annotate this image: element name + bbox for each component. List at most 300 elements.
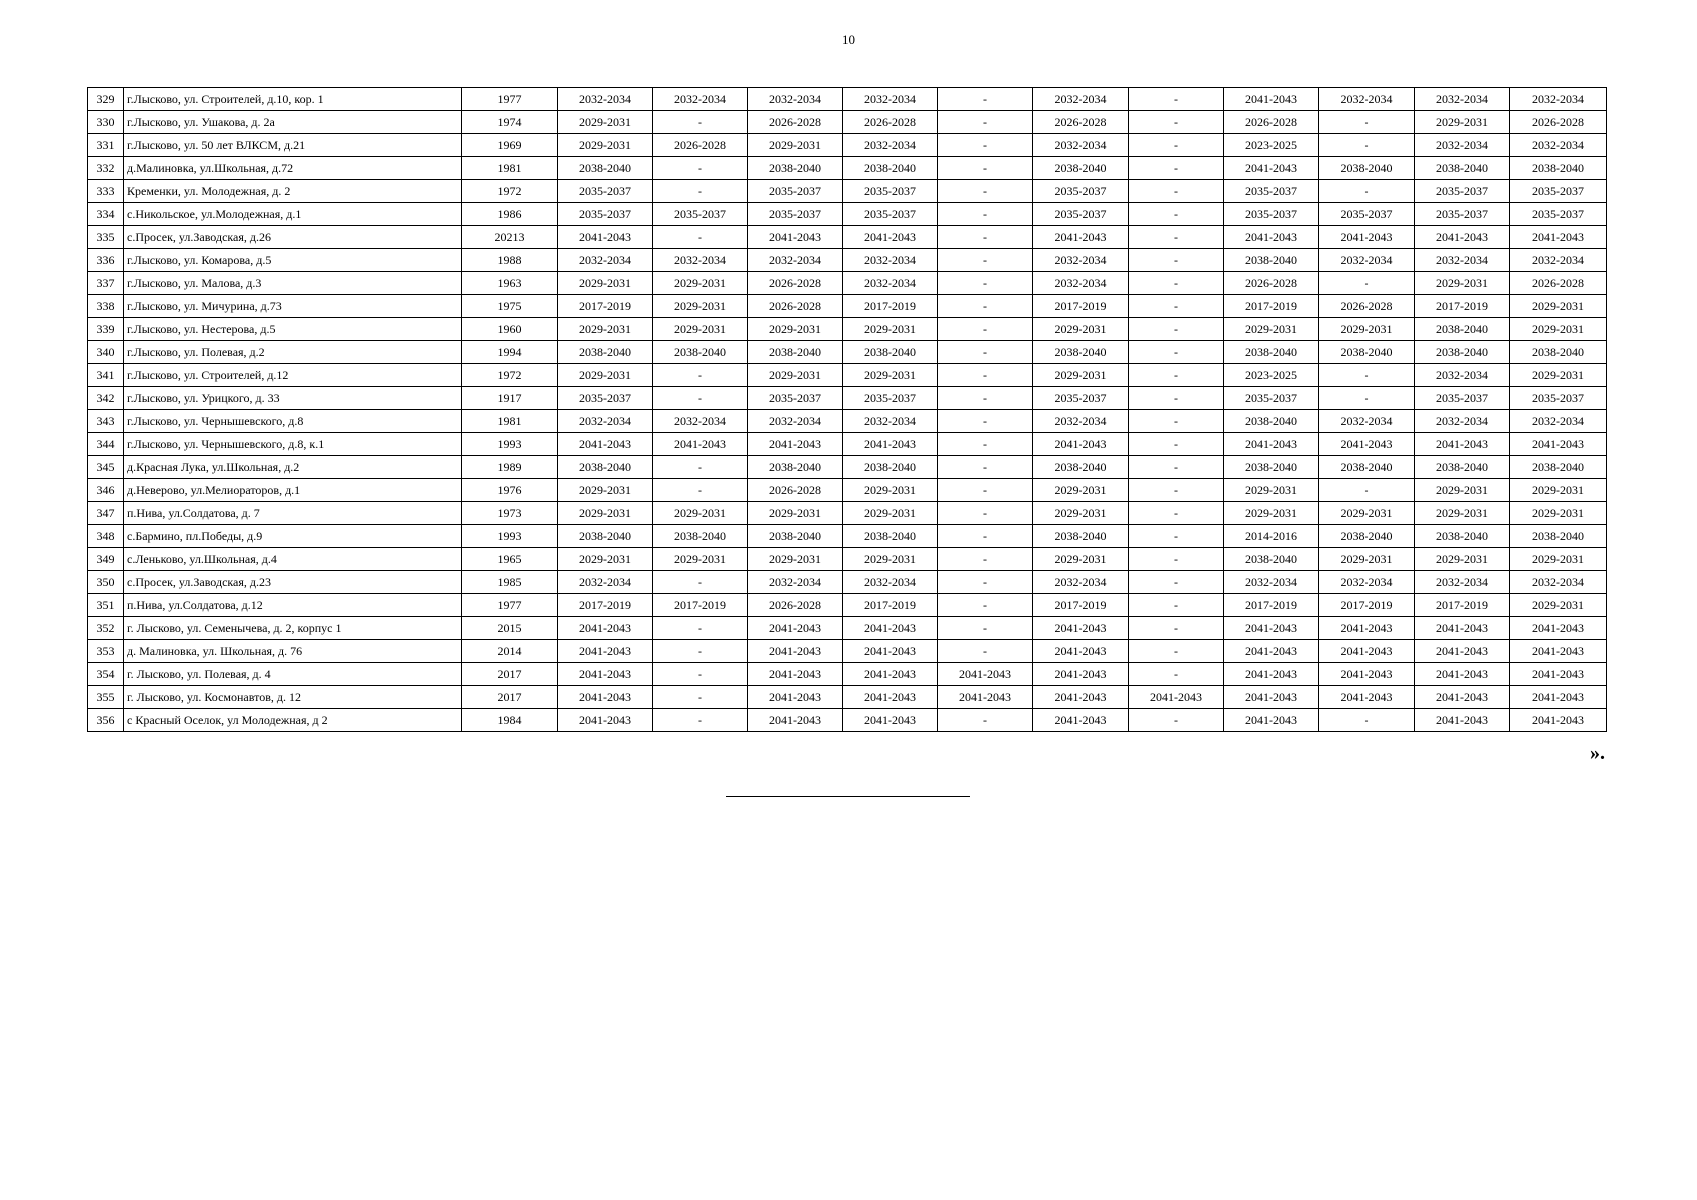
period-cell: 2035-2037 [1224,180,1319,203]
table-row [88,203,1607,226]
period-cell: 2029-2031 [1415,548,1510,571]
period-cell: - [1129,663,1224,686]
period-cell: - [1129,479,1224,502]
period-cell: 2026-2028 [1510,111,1607,134]
row-number-cell: 337 [88,272,124,295]
period-cell: 2041-2043 [558,617,653,640]
period-cell: 2038-2040 [843,341,938,364]
row-number-cell: 354 [88,663,124,686]
year-cell: 1981 [462,410,558,433]
row-number-cell: 347 [88,502,124,525]
row-number-cell: 335 [88,226,124,249]
address-cell: г. Лысково, ул. Космонавтов, д. 12 [124,686,462,709]
period-cell: 2026-2028 [653,134,748,157]
table-row [88,410,1607,433]
period-cell: 2038-2040 [558,341,653,364]
period-cell: 2041-2043 [558,709,653,732]
row-number-cell: 333 [88,180,124,203]
address-cell: г.Лысково, ул. Ушакова, д. 2а [124,111,462,134]
period-cell: - [653,180,748,203]
period-cell: 2035-2037 [653,203,748,226]
table-body [88,88,1607,732]
period-cell: 2038-2040 [1415,456,1510,479]
year-cell: 1973 [462,502,558,525]
period-cell: 2014-2016 [1224,525,1319,548]
period-cell: 2038-2040 [1415,157,1510,180]
period-cell: 2017-2019 [653,594,748,617]
period-cell: 2038-2040 [843,157,938,180]
year-cell: 1972 [462,364,558,387]
period-cell: 2041-2043 [1319,686,1415,709]
row-number-cell: 348 [88,525,124,548]
year-cell: 1994 [462,341,558,364]
year-cell: 1960 [462,318,558,341]
period-cell: - [653,111,748,134]
period-cell: 2041-2043 [748,640,843,663]
period-cell: 2029-2031 [653,548,748,571]
period-cell: - [938,134,1033,157]
period-cell: 2041-2043 [1033,433,1129,456]
period-cell: 2041-2043 [1224,433,1319,456]
period-cell: 2041-2043 [558,663,653,686]
period-cell: 2038-2040 [748,456,843,479]
year-cell: 2017 [462,663,558,686]
year-cell: 1993 [462,433,558,456]
period-cell: 2035-2037 [1319,203,1415,226]
row-number-cell: 332 [88,157,124,180]
period-cell: 2041-2043 [1510,663,1607,686]
period-cell: - [1129,364,1224,387]
period-cell: 2029-2031 [1510,318,1607,341]
table-row [88,295,1607,318]
year-cell: 1975 [462,295,558,318]
period-cell: - [1129,157,1224,180]
address-cell: г.Лысково, ул. Малова, д.3 [124,272,462,295]
period-cell: 2035-2037 [1510,180,1607,203]
period-cell: 2041-2043 [1510,686,1607,709]
period-cell: 2035-2037 [748,180,843,203]
year-cell: 1977 [462,594,558,617]
period-cell: 2041-2043 [1415,617,1510,640]
period-cell: 2029-2031 [748,134,843,157]
row-number-cell: 339 [88,318,124,341]
address-cell: г.Лысково, ул. Чернышевского, д.8, к.1 [124,433,462,456]
period-cell: - [938,180,1033,203]
year-cell: 1976 [462,479,558,502]
year-cell: 1965 [462,548,558,571]
period-cell: - [1129,88,1224,111]
period-cell: 2032-2034 [1415,134,1510,157]
period-cell: 2041-2043 [1415,433,1510,456]
period-cell: - [653,571,748,594]
period-cell: - [1319,479,1415,502]
address-cell: г.Лысково, ул. Мичурина, д.73 [124,295,462,318]
period-cell: 2032-2034 [1033,249,1129,272]
period-cell: 2041-2043 [1033,709,1129,732]
period-cell: 2032-2034 [1415,571,1510,594]
period-cell: - [1129,594,1224,617]
address-cell: г.Лысково, ул. Строителей, д.12 [124,364,462,387]
period-cell: - [938,525,1033,548]
period-cell: 2029-2031 [1033,479,1129,502]
period-cell: - [938,157,1033,180]
year-cell: 1993 [462,525,558,548]
period-cell: 2038-2040 [843,525,938,548]
period-cell: 2035-2037 [843,203,938,226]
address-cell: г. Лысково, ул. Полевая, д. 4 [124,663,462,686]
period-cell: 2038-2040 [748,341,843,364]
address-cell: с.Просек, ул.Заводская, д.26 [124,226,462,249]
row-number-cell: 338 [88,295,124,318]
period-cell: 2038-2040 [1033,157,1129,180]
period-cell: 2041-2043 [1224,617,1319,640]
period-cell: 2038-2040 [1510,157,1607,180]
period-cell: 2029-2031 [1510,594,1607,617]
closing-quote-mark: ». [1590,742,1605,764]
period-cell: 2041-2043 [1224,157,1319,180]
period-cell: 2032-2034 [1033,410,1129,433]
table-row [88,502,1607,525]
period-cell: 2032-2034 [1319,88,1415,111]
period-cell: 2029-2031 [1415,272,1510,295]
period-cell: 2029-2031 [1415,502,1510,525]
address-cell: г.Лысково, ул. Урицкого, д. 33 [124,387,462,410]
period-cell: 2029-2031 [1510,295,1607,318]
period-cell: 2017-2019 [1033,295,1129,318]
period-cell: 2035-2037 [1033,387,1129,410]
period-cell: - [938,341,1033,364]
address-cell: д. Малиновка, ул. Школьная, д. 76 [124,640,462,663]
row-number-cell: 355 [88,686,124,709]
period-cell: 2032-2034 [1510,410,1607,433]
period-cell: 2017-2019 [1224,594,1319,617]
period-cell: - [938,548,1033,571]
period-cell: - [938,364,1033,387]
address-cell: г.Лысково, ул. Нестерова, д.5 [124,318,462,341]
period-cell: 2041-2043 [1224,709,1319,732]
year-cell: 1988 [462,249,558,272]
period-cell: 2032-2034 [558,249,653,272]
period-cell: 2029-2031 [558,111,653,134]
period-cell: 2032-2034 [1319,571,1415,594]
period-cell: - [1129,502,1224,525]
period-cell: 2041-2043 [748,663,843,686]
period-cell: 2041-2043 [1415,709,1510,732]
period-cell: - [938,594,1033,617]
period-cell: 2017-2019 [1224,295,1319,318]
period-cell: 2029-2031 [1033,548,1129,571]
period-cell: - [653,663,748,686]
table-row [88,617,1607,640]
period-cell: 2017-2019 [1319,594,1415,617]
period-cell: - [1319,111,1415,134]
table-row [88,341,1607,364]
period-cell: 2023-2025 [1224,364,1319,387]
period-cell: 2029-2031 [558,318,653,341]
period-cell: 2035-2037 [1415,203,1510,226]
period-cell: 2029-2031 [1033,502,1129,525]
period-cell: - [1129,617,1224,640]
period-cell: 2029-2031 [843,548,938,571]
period-cell: 2038-2040 [558,525,653,548]
period-cell: 2017-2019 [1033,594,1129,617]
period-cell: 2035-2037 [843,180,938,203]
address-cell: Кременки, ул. Молодежная, д. 2 [124,180,462,203]
row-number-cell: 349 [88,548,124,571]
period-cell: 2038-2040 [558,157,653,180]
period-cell: 2029-2031 [843,364,938,387]
period-cell: 2032-2034 [1319,410,1415,433]
table-row [88,226,1607,249]
period-cell: - [653,640,748,663]
period-cell: 2041-2043 [843,663,938,686]
row-number-cell: 331 [88,134,124,157]
period-cell: - [938,111,1033,134]
table-row [88,433,1607,456]
period-cell: 2029-2031 [1319,548,1415,571]
year-cell: 1981 [462,157,558,180]
period-cell: 2026-2028 [748,111,843,134]
repair-schedule-table [87,87,1607,732]
period-cell: 2032-2034 [1033,134,1129,157]
period-cell: - [1129,134,1224,157]
table-row [88,249,1607,272]
period-cell: 2029-2031 [748,548,843,571]
period-cell: 2029-2031 [1415,479,1510,502]
period-cell: 2032-2034 [1510,571,1607,594]
period-cell: 2038-2040 [1319,456,1415,479]
period-cell: 2041-2043 [1510,640,1607,663]
period-cell: 2038-2040 [653,525,748,548]
period-cell: - [653,226,748,249]
period-cell: - [938,318,1033,341]
period-cell: - [653,686,748,709]
period-cell: 2017-2019 [558,295,653,318]
row-number-cell: 351 [88,594,124,617]
address-cell: г.Лысково, ул. Комарова, д.5 [124,249,462,272]
period-cell: 2041-2043 [1224,226,1319,249]
period-cell: 2041-2043 [748,226,843,249]
period-cell: 2032-2034 [1415,410,1510,433]
period-cell: 2041-2043 [1319,663,1415,686]
table-row [88,571,1607,594]
period-cell: 2038-2040 [1224,341,1319,364]
period-cell: - [1129,387,1224,410]
period-cell: 2032-2034 [558,571,653,594]
table-row [88,364,1607,387]
period-cell: 2026-2028 [1033,111,1129,134]
period-cell: - [1129,456,1224,479]
period-cell: 2035-2037 [748,203,843,226]
period-cell: 2038-2040 [1224,456,1319,479]
period-cell: - [653,157,748,180]
period-cell: - [1129,295,1224,318]
address-cell: г.Лысково, ул. 50 лет ВЛКСМ, д.21 [124,134,462,157]
period-cell: 2041-2043 [843,226,938,249]
period-cell: 2041-2043 [1224,88,1319,111]
period-cell: - [653,709,748,732]
year-cell: 1969 [462,134,558,157]
period-cell: 2032-2034 [1415,364,1510,387]
period-cell: 2029-2031 [1319,502,1415,525]
period-cell: 2029-2031 [748,318,843,341]
period-cell: 2029-2031 [653,318,748,341]
year-cell: 1917 [462,387,558,410]
address-cell: с.Просек, ул.Заводская, д.23 [124,571,462,594]
period-cell: 2035-2037 [843,387,938,410]
period-cell: 2029-2031 [1224,318,1319,341]
period-cell: 2029-2031 [558,479,653,502]
row-number-cell: 334 [88,203,124,226]
period-cell: 2041-2043 [1415,226,1510,249]
period-cell: 2029-2031 [1033,364,1129,387]
address-cell: п.Нива, ул.Солдатова, д. 7 [124,502,462,525]
period-cell: - [1319,709,1415,732]
period-cell: 2038-2040 [843,456,938,479]
period-cell: 2041-2043 [748,686,843,709]
row-number-cell: 330 [88,111,124,134]
period-cell: 2041-2043 [1415,663,1510,686]
row-number-cell: 344 [88,433,124,456]
period-cell: - [1129,640,1224,663]
period-cell: 2038-2040 [1415,318,1510,341]
period-cell: 2029-2031 [1510,364,1607,387]
period-cell: 2017-2019 [843,594,938,617]
period-cell: 2029-2031 [843,479,938,502]
period-cell: 2038-2040 [1033,525,1129,548]
period-cell: 2038-2040 [1224,249,1319,272]
period-cell: 2026-2028 [748,479,843,502]
period-cell: 2026-2028 [1510,272,1607,295]
period-cell: - [938,203,1033,226]
period-cell: 2041-2043 [938,663,1033,686]
period-cell: 2035-2037 [1224,203,1319,226]
period-cell: 2032-2034 [653,249,748,272]
period-cell: 2029-2031 [653,502,748,525]
address-cell: д.Малиновка, ул.Школьная, д.72 [124,157,462,180]
period-cell: - [1129,571,1224,594]
period-cell: 2041-2043 [1319,640,1415,663]
period-cell: 2032-2034 [748,249,843,272]
address-cell: д.Красная Лука, ул.Школьная, д.2 [124,456,462,479]
address-cell: г.Лысково, ул. Полевая, д.2 [124,341,462,364]
period-cell: 2041-2043 [748,433,843,456]
period-cell: 2041-2043 [1033,226,1129,249]
period-cell: 2026-2028 [1224,111,1319,134]
period-cell: 2029-2031 [1319,318,1415,341]
period-cell: - [1129,272,1224,295]
period-cell: - [653,364,748,387]
period-cell: - [938,617,1033,640]
period-cell: - [1319,387,1415,410]
period-cell: 2038-2040 [748,157,843,180]
period-cell: 2032-2034 [1033,88,1129,111]
address-cell: с.Бармино, пл.Победы, д.9 [124,525,462,548]
period-cell: - [1319,180,1415,203]
end-divider-line [726,796,970,797]
period-cell: 2035-2037 [558,387,653,410]
table-row [88,456,1607,479]
table-row [88,548,1607,571]
period-cell: 2029-2031 [653,272,748,295]
period-cell: 2029-2031 [1510,548,1607,571]
period-cell: 2032-2034 [1033,571,1129,594]
period-cell: 2035-2037 [1033,203,1129,226]
period-cell: 2041-2043 [1510,617,1607,640]
period-cell: 2032-2034 [843,88,938,111]
period-cell: 2035-2037 [1510,203,1607,226]
table-row [88,180,1607,203]
period-cell: 2041-2043 [558,433,653,456]
table-row [88,479,1607,502]
period-cell: - [938,433,1033,456]
period-cell: - [938,479,1033,502]
table-row [88,387,1607,410]
address-cell: г.Лысково, ул. Чернышевского, д.8 [124,410,462,433]
table-row [88,134,1607,157]
period-cell: - [938,571,1033,594]
period-cell: 2041-2043 [1033,617,1129,640]
period-cell: 2029-2031 [1033,318,1129,341]
period-cell: 2041-2043 [1510,226,1607,249]
period-cell: 2041-2043 [1033,640,1129,663]
year-cell: 1977 [462,88,558,111]
period-cell: 2035-2037 [558,203,653,226]
period-cell: - [1129,203,1224,226]
period-cell: 2029-2031 [843,318,938,341]
period-cell: 2035-2037 [1510,387,1607,410]
period-cell: 2041-2043 [1224,640,1319,663]
period-cell: 2023-2025 [1224,134,1319,157]
period-cell: 2032-2034 [1033,272,1129,295]
table-row [88,318,1607,341]
year-cell: 2015 [462,617,558,640]
table-row [88,663,1607,686]
period-cell: 2032-2034 [1510,134,1607,157]
period-cell: - [1319,364,1415,387]
period-cell: 2032-2034 [748,410,843,433]
period-cell: 2029-2031 [1510,502,1607,525]
period-cell: 2017-2019 [558,594,653,617]
period-cell: 2041-2043 [1033,686,1129,709]
period-cell: 2041-2043 [843,617,938,640]
period-cell: 2041-2043 [1224,663,1319,686]
period-cell: 2041-2043 [1033,663,1129,686]
period-cell: 2029-2031 [843,502,938,525]
period-cell: - [1129,318,1224,341]
period-cell: - [1319,134,1415,157]
period-cell: 2029-2031 [558,272,653,295]
period-cell: 2041-2043 [1319,433,1415,456]
row-number-cell: 350 [88,571,124,594]
period-cell: 2041-2043 [558,640,653,663]
period-cell: 2032-2034 [1415,88,1510,111]
period-cell: 2038-2040 [1319,525,1415,548]
period-cell: 2041-2043 [558,226,653,249]
period-cell: 2029-2031 [1224,479,1319,502]
period-cell: 2029-2031 [1415,111,1510,134]
table-row [88,686,1607,709]
table-row [88,709,1607,732]
period-cell: 2026-2028 [843,111,938,134]
row-number-cell: 342 [88,387,124,410]
period-cell: 2041-2043 [1319,226,1415,249]
row-number-cell: 356 [88,709,124,732]
address-cell: с Красный Оселок, ул Молодежная, д 2 [124,709,462,732]
period-cell: - [653,456,748,479]
address-cell: г. Лысково, ул. Семенычева, д. 2, корпус 1 [124,617,462,640]
period-cell: 2038-2040 [653,341,748,364]
